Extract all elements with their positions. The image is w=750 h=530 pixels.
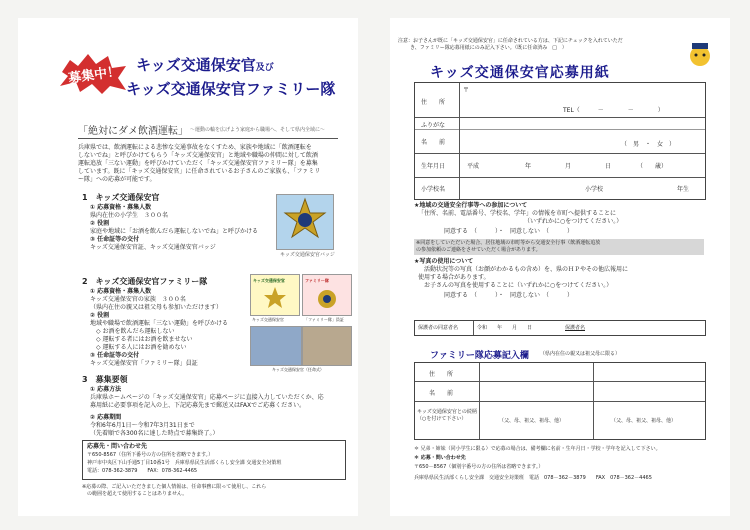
s1-line: ③ 任命証等の交付	[90, 236, 140, 243]
s2-line: ② 役割	[90, 312, 110, 319]
section3-title: 3 募集要領	[82, 375, 128, 384]
s3-line: 募用紙に必要事項を記入の上、下記応募先まで郵送又はFAXでご応募ください。	[90, 402, 306, 409]
slogan-divider	[78, 138, 338, 139]
gender-select[interactable]: （ 男 ・ 女 ）	[621, 141, 676, 148]
footnote-line: の範囲を超えて使用することはありません。	[82, 491, 188, 497]
guardian-consent-label: 保護者の同意者名	[418, 325, 459, 331]
row-divider	[415, 401, 705, 402]
col-divider	[459, 83, 460, 199]
consent-note	[414, 239, 704, 255]
ceremony-photo-1	[250, 326, 302, 366]
relation-options-1[interactable]: （父、母、祖父、祖母、他）	[499, 418, 565, 424]
footnote	[82, 484, 266, 498]
s2-line: ◇ お酒を飲んだら運転しない	[96, 328, 175, 335]
contact-line: 神戸市中央区下山手通5丁目10番1号 兵庫県県民生活部くらし安全課 交通安全対策班	[87, 460, 282, 466]
notice	[398, 38, 623, 52]
guardian-date[interactable]: 令和 年 月 日	[477, 325, 533, 331]
s3-line: 兵庫県ホームページの「キッズ交通保安官」応募ページに直接入力していただくか、応	[90, 394, 324, 401]
note-line: ＊ 応募・問い合わせ先	[414, 455, 466, 461]
badge-image	[276, 194, 334, 250]
section2-body	[90, 288, 228, 368]
col-divider	[593, 363, 594, 439]
s2-line: （県内在住の親又は祖父母も参加いただけます）	[90, 304, 223, 311]
consent-line: ★写真の使用について	[414, 258, 474, 265]
guardian-name-label: 保護者名	[565, 325, 586, 331]
section1-title: 1 キッズ交通保安官	[82, 193, 160, 202]
mascot-icon	[686, 40, 714, 68]
mascot-character-icon	[686, 40, 714, 68]
s1-line: ① 応募資格・募集人数	[90, 204, 152, 211]
school-label: 小学校名	[421, 186, 446, 193]
slogan-sub: 〜運動の輪を広げよう家庭から職場へ、そして県内全域に〜	[190, 127, 326, 133]
family-name-label: 名 前	[429, 390, 454, 397]
section2-title: 2 キッズ交通保安官ファミリー隊	[82, 277, 208, 286]
s1-line: 家庭や地域に「お酒を飲んだら運転しないでね」と呼びかける	[90, 228, 259, 235]
family-note: （県内在住の親又は祖父母に限る）	[540, 351, 621, 357]
family-table	[414, 362, 706, 440]
contact-title: 応募先・問い合わせ先	[87, 443, 148, 450]
consent-note-line: の参加依頼のご連絡をさせていただく場合があります。	[416, 247, 541, 253]
s2-line: ③ 任命証等の交付	[90, 352, 140, 359]
furigana-label: ふりがな	[421, 122, 446, 129]
s2-line: 地域や職場で飲酒運転「三ない運動」を呼びかける	[90, 320, 229, 327]
s1-line: キッズ交通保安官証、キッズ交通保安官バッジ	[90, 244, 216, 251]
age-field[interactable]: （ 歳）	[637, 163, 668, 170]
furigana-field[interactable]	[463, 119, 663, 128]
flyer-page	[18, 18, 358, 516]
applicant-table	[414, 82, 706, 200]
consent-line: お子さんの写真を使用することに（いずれかに○をつけてください。）	[424, 282, 613, 289]
notice-line: 注意：お子さんが既に「キッズ交通保安官」に任命されている方は、下記にチェックを入れていただ	[398, 38, 623, 44]
s1-line: 県内在住の小学生 ３００名	[90, 212, 169, 219]
form-title: キッズ交通保安官応募用紙	[430, 65, 610, 81]
s2-line: ◇ 運転する人にはお酒を勧めない	[96, 344, 187, 351]
school-suffix: 小学校	[585, 186, 604, 193]
intro-paragraph	[78, 144, 320, 184]
s3-line: （先着順で各300名に達した時点で募集終了。）	[90, 430, 219, 437]
heisei-label: 平成	[467, 163, 480, 170]
relation-options-2[interactable]: （父、母、祖父、祖母、他）	[611, 418, 677, 424]
consent-line: （いずれかに○をつけてください。）	[524, 218, 623, 225]
contact-line: 電話：078-362-3879 FAX：078-362-4465	[87, 468, 198, 474]
year-label: 年	[525, 163, 532, 170]
photo-caption: キッズ交通保安官（任命式）	[272, 367, 324, 372]
bottom-notes	[414, 446, 661, 482]
s3-line: ② 応募期間	[90, 414, 122, 421]
notice-line: き、ファミリー隊応募用紙にのみ記入下さい。（既に任命済み □ ）	[410, 45, 567, 51]
consent-note-line: ※同意をしていただいた場合、居住地域の市町等から交通安全行事（飲酒運転追放	[416, 240, 601, 246]
day-label: 日	[605, 163, 612, 170]
name-label: 名 前	[421, 139, 446, 146]
intro-line: ー隊」への応募が可能です。	[78, 176, 156, 183]
name-field[interactable]	[463, 133, 613, 151]
badge-caption: キッズ交通保安官バッジ	[280, 252, 335, 258]
title-suffix: 及び	[255, 63, 274, 73]
row-divider	[415, 381, 705, 382]
intro-line: しないでね」と呼びかけてもらう「キッズ交通保安官」と地域や職場の仲間に対して飲酒	[78, 152, 318, 159]
consent-block	[414, 202, 704, 300]
note-line: 〒650－8567（個別宇番号の方の住所は省略できます。）	[414, 464, 544, 470]
footnote-line: ※応募の際、ご記入いただきました個人情報は、任命事務に限って使用し、これら	[82, 484, 267, 490]
address-field[interactable]	[463, 93, 553, 113]
contact-line: 〒650-8567（住所下番号の方の住所を省略できます。）	[87, 452, 214, 458]
consent-line: 使用する場合があります。	[418, 274, 490, 281]
address-label: 住 所	[421, 99, 446, 106]
family-card-label: 「ファミリー隊」員証	[304, 317, 344, 322]
section1-body	[90, 204, 258, 252]
tel-label: TEL（ － － ）	[563, 107, 664, 114]
consent-line: ★地域の交通安全行事等への参加について	[414, 202, 528, 209]
title-kids-officer: キッズ交通保安官	[136, 56, 256, 74]
s2-line: ◇ 運転する者にはお酒を飲ませない	[96, 336, 193, 343]
family-card-text: ファミリー隊	[305, 278, 329, 283]
slogan: 「絶対にダメ飲酒運転」	[78, 126, 188, 137]
title-line1	[136, 54, 274, 75]
note-line: 兵庫県県民生活部くらし安全課 交通安全対策班 電話 078－362－3879 FAX 078－362－4465	[414, 475, 652, 481]
s2-line: ① 応募資格・募集人数	[90, 288, 152, 295]
intro-line: 運転追放「三ない運動」を呼びかけていただく「キッズ交通保安官ファミリー隊」を募集	[78, 160, 318, 167]
s3-line: 令和6年6月1日〜令和7年3月31日まで	[90, 422, 195, 429]
recruiting-badge-text: 募集中！	[67, 64, 122, 87]
consent-line: 活動状況等の写真（お顔がわかるもの含め）を、県のＨＰやその他広報用に	[424, 266, 629, 273]
s3-line: ① 応募方法	[90, 386, 122, 393]
application-form-page	[390, 18, 730, 516]
grade-label: 年生	[677, 186, 690, 193]
guardian-row	[414, 320, 706, 336]
month-label: 月	[565, 163, 572, 170]
col-divider	[479, 363, 480, 439]
title-line2: キッズ交通保安官ファミリー隊	[126, 80, 336, 98]
family-title: ファミリー隊応募記入欄	[430, 351, 529, 361]
photo-consent-choice[interactable]: 同意する （ ）・ 同意しない （ ）	[444, 292, 574, 299]
s1-line: ② 役割	[90, 220, 110, 227]
s2-line: キッズ交通保安官「ファミリー隊」員証	[90, 360, 198, 367]
note-line: ＊ 兄弟・姉妹（同小学生に限る）で応募の場合は、備考欄に名前・生年月日・学校・学年を記入して下さい。	[414, 446, 661, 452]
contact-box	[82, 440, 346, 480]
officer-card-label: キッズ交通保安官	[252, 317, 284, 322]
family-relation-label: キッズ交通保安官との続柄（○を付けて下さい）	[417, 409, 477, 422]
birth-label: 生年月日	[421, 163, 446, 170]
postal-mark: 〒	[463, 87, 470, 94]
section3-body	[90, 386, 324, 438]
consent-line: 「住所、名前、電話番号、学校名、学年」の情報を市町へ提供することに	[418, 210, 617, 217]
col-divider	[473, 321, 474, 335]
family-address-label: 住 所	[429, 371, 454, 378]
sheriff-star-icon	[277, 195, 333, 249]
s2-line: キッズ交通保安官の家族 ３００名	[90, 296, 186, 303]
intro-line: 兵庫県では、飲酒運転による悲惨な交通事故をなくすため、家族や地域に「飲酒運転を	[78, 144, 312, 151]
ceremony-photo-2	[302, 326, 352, 366]
officer-card-text: キッズ交通保安官	[253, 278, 285, 283]
family-card-image	[302, 274, 352, 316]
intro-line: しています。既に「キッズ交通保安官」に任命されているお子さんのご家族も、「ファミリ	[78, 168, 321, 175]
consent-choice[interactable]: 同意する （ ）・ 同意しない （ ）	[444, 228, 574, 235]
recruiting-badge	[58, 52, 128, 94]
officer-card-image	[250, 274, 300, 316]
